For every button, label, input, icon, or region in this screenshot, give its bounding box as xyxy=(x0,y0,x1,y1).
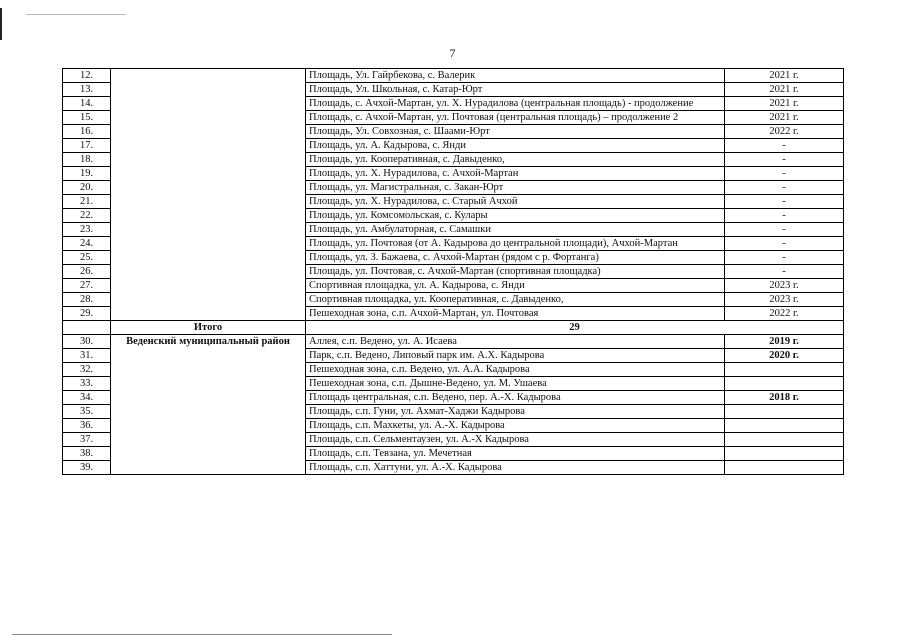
object-address: Площадь центральная, с.п. Ведено, пер. А.-Х. Кадырова xyxy=(306,391,725,405)
object-address: Пешеходная зона, с.п. Ачхой-Мартан, ул. Почтовая xyxy=(306,307,725,321)
subtotal-num-cell xyxy=(63,321,111,335)
row-number: 26. xyxy=(63,265,111,279)
object-year xyxy=(725,433,844,447)
row-number: 29. xyxy=(63,307,111,321)
row-number: 32. xyxy=(63,363,111,377)
object-address: Спортивная площадка, ул. А. Кадырова, с. Янди xyxy=(306,279,725,293)
row-number: 20. xyxy=(63,181,111,195)
object-address: Площадь, с.п. Хаттуни, ул. А.-Х. Кадырова xyxy=(306,461,725,475)
row-number: 39. xyxy=(63,461,111,475)
object-year: 2021 г. xyxy=(725,97,844,111)
district-name: Веденский муниципальный район xyxy=(111,335,306,475)
object-address: Площадь, с.п. Сельментаузен, ул. А.-Х Кадырова xyxy=(306,433,725,447)
row-number: 15. xyxy=(63,111,111,125)
object-year: - xyxy=(725,195,844,209)
object-address: Площадь, ул. Почтовая, с. Ачхой-Мартан (спортивная площадка) xyxy=(306,265,725,279)
object-address: Площадь, с. Ачхой-Мартан, ул. Почтовая (центральная площадь) – продолжение 2 xyxy=(306,111,725,125)
subtotal-label: Итого xyxy=(111,321,306,335)
object-address: Спортивная площадка, ул. Кооперативная, с. Давыденко, xyxy=(306,293,725,307)
object-address: Аллея, с.п. Ведено, ул. А. Исаева xyxy=(306,335,725,349)
object-address: Площадь, ул. Комсомольская, с. Кулары xyxy=(306,209,725,223)
scan-artifact-bottom xyxy=(12,634,392,635)
object-address: Площадь, ул. Амбулаторная, с. Самашки xyxy=(306,223,725,237)
row-number: 25. xyxy=(63,251,111,265)
object-year: 2021 г. xyxy=(725,111,844,125)
row-number: 30. xyxy=(63,335,111,349)
table-body-bottom xyxy=(63,335,844,475)
object-address: Площадь, с.п. Тевзана, ул. Мечетная xyxy=(306,447,725,461)
object-address: Площадь, ул. А. Кадырова, с. Янди xyxy=(306,139,725,153)
object-year: 2020 г. xyxy=(725,349,844,363)
row-number: 36. xyxy=(63,419,111,433)
page-number: 7 xyxy=(449,46,456,60)
row-number: 18. xyxy=(63,153,111,167)
object-year: - xyxy=(725,167,844,181)
row-number: 31. xyxy=(63,349,111,363)
object-address: Парк, с.п. Ведено, Липовый парк им. А.Х. Кадырова xyxy=(306,349,725,363)
object-year: 2019 г. xyxy=(725,335,844,349)
subtotal-row xyxy=(63,321,844,335)
row-number: 22. xyxy=(63,209,111,223)
object-year xyxy=(725,405,844,419)
row-number: 17. xyxy=(63,139,111,153)
object-address: Площадь, ул. Почтовая (от А. Кадырова до центральной площади), Ачхой-Мартан xyxy=(306,237,725,251)
subtotal-section xyxy=(63,321,844,335)
object-address: Площадь, с.п. Махкеты, ул. А.-Х. Кадырова xyxy=(306,419,725,433)
object-address: Площадь, ул. Х. Нурадилова, с. Ачхой-Мартан xyxy=(306,167,725,181)
object-address: Площадь, ул. Х. Нурадилова, с. Старый Ачхой xyxy=(306,195,725,209)
row-number: 33. xyxy=(63,377,111,391)
object-address: Площадь, Ул. Гайрбекова, с. Валерик xyxy=(306,69,725,83)
row-number: 23. xyxy=(63,223,111,237)
row-number: 19. xyxy=(63,167,111,181)
table-row xyxy=(63,69,844,83)
object-year: 2021 г. xyxy=(725,83,844,97)
table-body-top xyxy=(63,69,844,321)
object-year xyxy=(725,377,844,391)
object-address: Площадь, ул. Кооперативная, с. Давыденко, xyxy=(306,153,725,167)
object-year: 2022 г. xyxy=(725,307,844,321)
scan-left-rule xyxy=(0,8,2,40)
object-year xyxy=(725,363,844,377)
object-year: - xyxy=(725,223,844,237)
subtotal-value: 29 xyxy=(306,321,844,335)
object-address: Площадь, Ул. Школьная, с. Катар-Юрт xyxy=(306,83,725,97)
object-year: 2018 г. xyxy=(725,391,844,405)
object-year: 2022 г. xyxy=(725,125,844,139)
object-address: Пешеходная зона, с.п. Ведено, ул. А.А. Кадырова xyxy=(306,363,725,377)
row-number: 21. xyxy=(63,195,111,209)
object-year: - xyxy=(725,237,844,251)
object-address: Площадь, с.п. Гуни, ул. Ахмат-Хаджи Кадырова xyxy=(306,405,725,419)
row-number: 27. xyxy=(63,279,111,293)
row-number: 28. xyxy=(63,293,111,307)
row-number: 34. xyxy=(63,391,111,405)
object-year: - xyxy=(725,181,844,195)
district-cell xyxy=(111,69,306,321)
object-year: - xyxy=(725,139,844,153)
object-address: Площадь, с. Ачхой-Мартан, ул. Х. Нурадилова (центральная площадь) - продолжение xyxy=(306,97,725,111)
scan-artifact-top xyxy=(26,14,126,15)
object-address: Площадь, ул. З. Бажаева, с. Ачхой-Мартан (рядом с р. Фортанга) xyxy=(306,251,725,265)
row-number: 16. xyxy=(63,125,111,139)
table-row xyxy=(63,335,844,349)
object-year: 2021 г. xyxy=(725,69,844,83)
object-year: 2023 г. xyxy=(725,293,844,307)
object-year xyxy=(725,461,844,475)
row-number: 24. xyxy=(63,237,111,251)
row-number: 12. xyxy=(63,69,111,83)
row-number: 14. xyxy=(63,97,111,111)
object-year xyxy=(725,447,844,461)
row-number: 13. xyxy=(63,83,111,97)
objects-table xyxy=(62,68,844,475)
object-year: - xyxy=(725,209,844,223)
row-number: 37. xyxy=(63,433,111,447)
object-year xyxy=(725,419,844,433)
object-year: - xyxy=(725,265,844,279)
object-year: - xyxy=(725,153,844,167)
row-number: 35. xyxy=(63,405,111,419)
row-number: 38. xyxy=(63,447,111,461)
object-year: 2023 г. xyxy=(725,279,844,293)
object-address: Площадь, ул. Магистральная, с. Закан-Юрт xyxy=(306,181,725,195)
object-address: Площадь, Ул. Совхозная, с. Шаами-Юрт xyxy=(306,125,725,139)
object-year: - xyxy=(725,251,844,265)
object-address: Пешеходная зона, с.п. Дышне-Ведено, ул. М. Ушаева xyxy=(306,377,725,391)
